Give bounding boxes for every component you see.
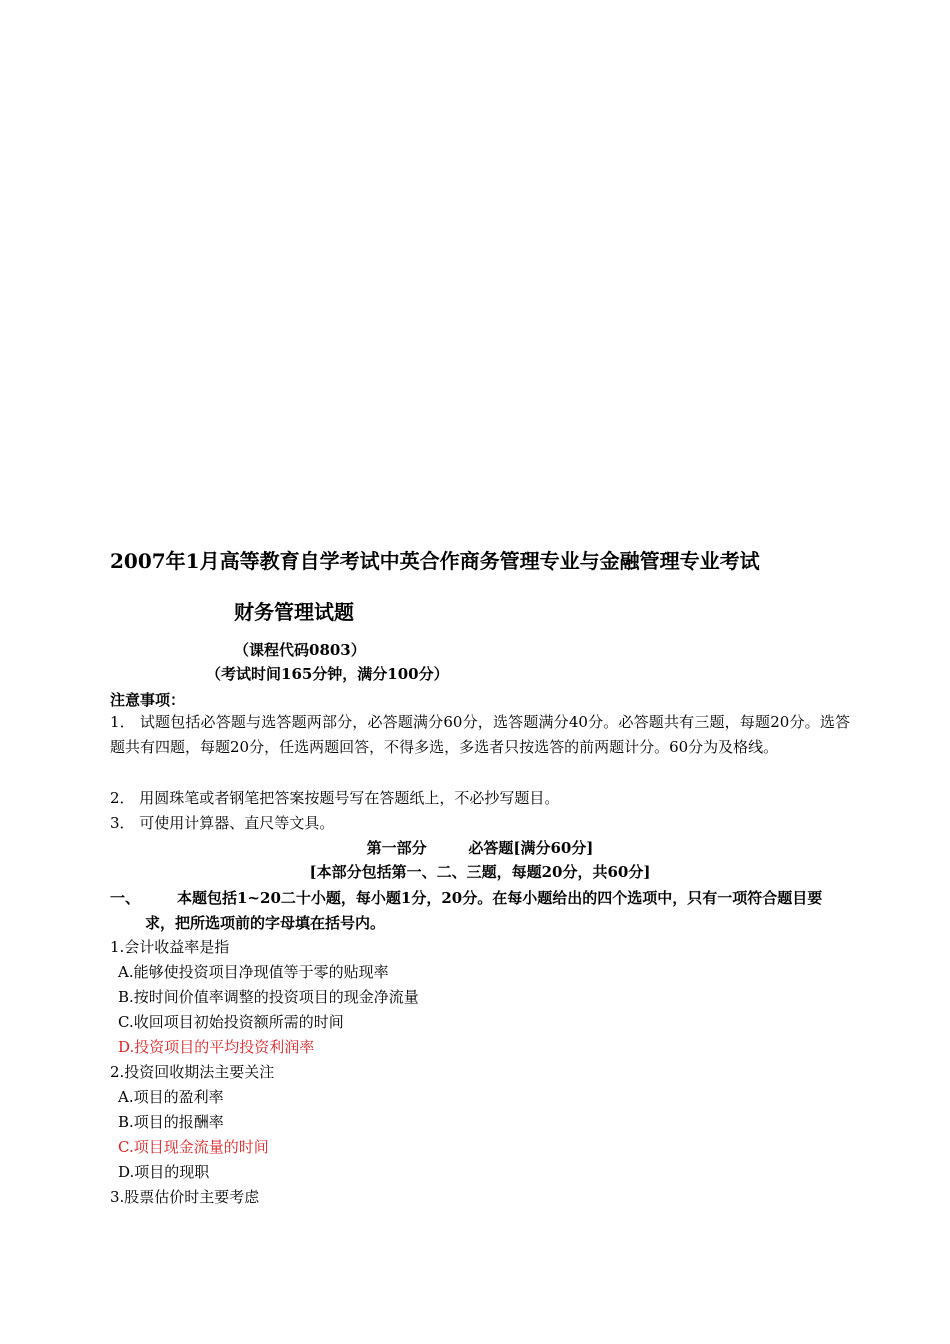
notes-heading: 注意事项： [110,691,186,709]
exam-time: （考试时间165分钟，满分100分） [206,665,449,683]
note-item-2: 2． 用圆珠笔或者钢笔把答案按题号写在答题纸上，不必抄写题目。 [110,789,560,807]
note-item-3: 3． 可使用计算器、直尺等文具。 [110,814,335,832]
note-item-1: 1． 试题包括必答题与选答题两部分，必答题满分60分，选答题满分40分。必答题共有三题，每题20分。选答题共有四题，每题20分，任选两题回答，不得多选，多选者只按选答的前两题计分。60分为及格线。 [110,713,850,756]
section-instruction: 本题包括1~20二十小题，每小题1分，20分。在每小题给出的四个选项中，只有一项符合题目要求，把所选项前的字母填在括号内。 [145,889,823,932]
part-one-heading [110,838,850,858]
document-subtitle: 财务管理试题 [234,600,354,624]
question-1-option-b: B.按时间价值率调整的投资项目的现金净流量 [118,988,419,1006]
part-one-heading-text: 第一部分 必答题[满分60分] [366,839,594,857]
section-one-instruction-block [110,886,850,936]
question-3-stem: 3.股票估价时主要考虑 [110,1188,260,1206]
question-2-option-b: B.项目的报酬率 [118,1113,224,1131]
question-2-option-c-answer: C.项目现金流量的时间 [118,1138,269,1156]
course-code: （课程代码0803） [234,641,366,659]
question-2-option-a: A.项目的盈利率 [118,1088,224,1106]
part-one-scope: [本部分包括第一、二、三题，每题20分，共60分] [309,863,651,881]
document-title: 2007年1月高等教育自学考试中英合作商务管理专业与金融管理专业考试 [110,549,760,573]
question-1-stem: 1.会计收益率是指 [110,938,230,956]
question-1-option-d-answer: D.投资项目的平均投资利润率 [118,1038,315,1056]
question-1-option-a: A.能够使投资项目净现值等于零的贴现率 [118,963,389,981]
question-1-option-c: C.收回项目初始投资额所需的时间 [118,1013,344,1031]
question-2-option-d: D.项目的现职 [118,1163,210,1181]
question-2-stem: 2.投资回收期法主要关注 [110,1063,275,1081]
section-number: 一、 [110,889,141,907]
